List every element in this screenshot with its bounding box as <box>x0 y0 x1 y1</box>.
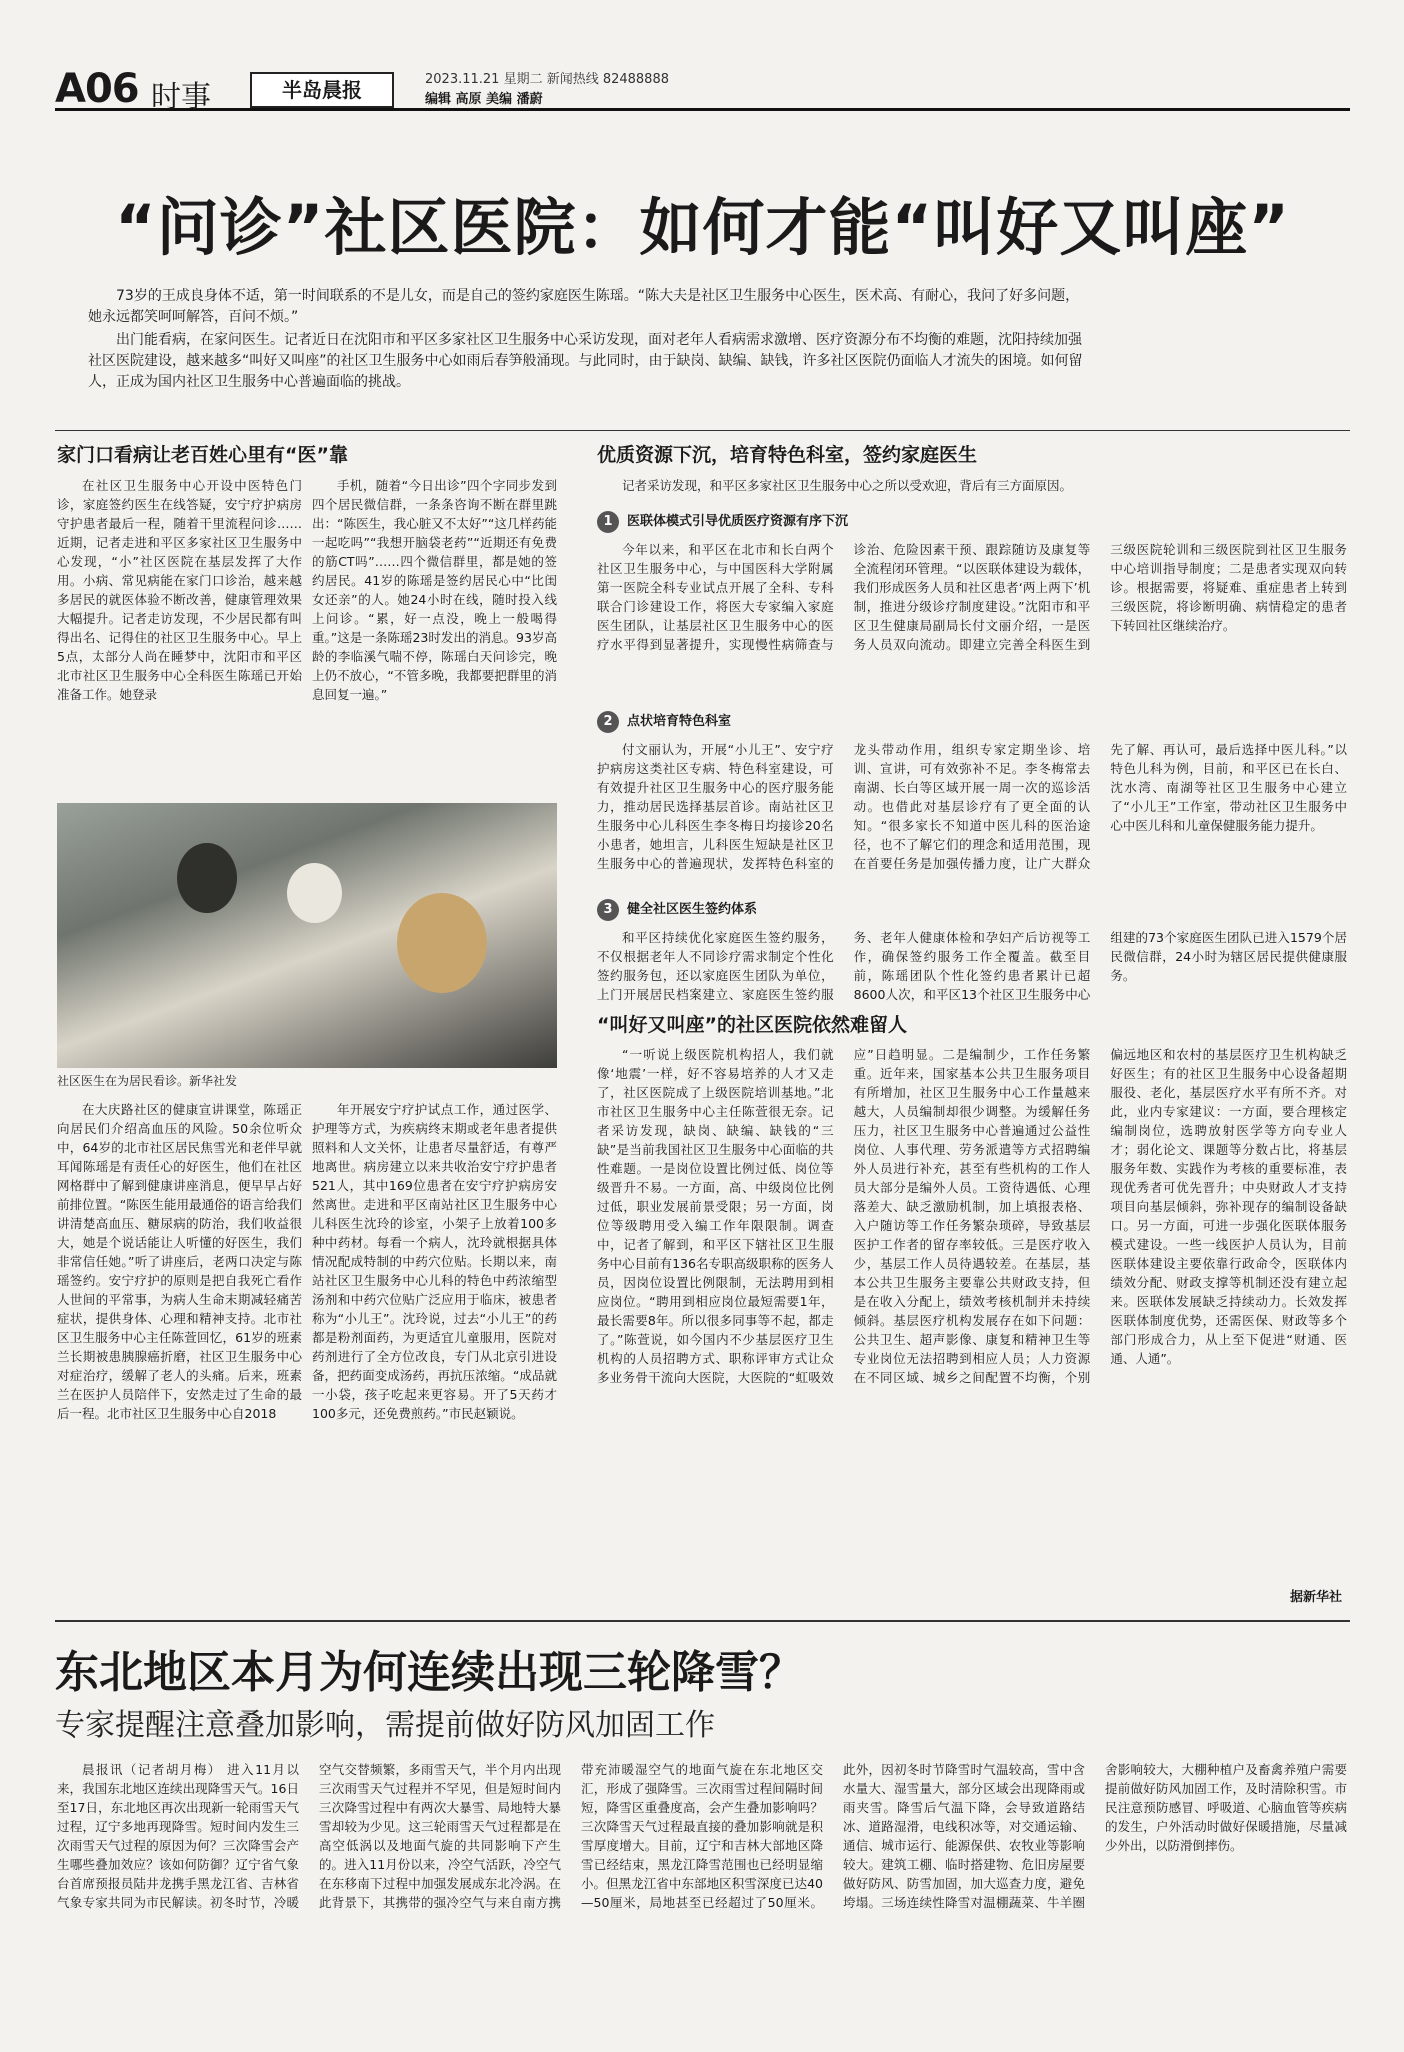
point-2-title: 点状培育特色科室 <box>627 714 732 729</box>
paragraph: 记者采访发现，和平区多家社区卫生服务中心之所以受欢迎，背后有三方面原因。 <box>622 478 1073 493</box>
source-byline: 据新华社 <box>1290 1590 1343 1605</box>
section-code: A06 <box>55 66 139 112</box>
paper-logo: 半岛晨报 <box>250 72 394 108</box>
photo-caption: 社区医生在为居民看诊。新华社发 <box>57 1074 238 1088</box>
date-line: 2023.11.21 星期二 新闻热线 82488888 <box>425 72 669 87</box>
point-2-text <box>597 740 1347 895</box>
photo-figure <box>287 863 342 923</box>
subhead-1: 家门口看病让老百姓心里有“医”靠 <box>57 444 348 466</box>
point-3-title: 健全社区医生签约体系 <box>627 902 758 917</box>
column-2b <box>312 1100 557 1600</box>
lead-paragraph-2: 出门能看病，在家问医生。记者近日在沈阳市和平区多家社区卫生服务中心采访发现，面对老年人看病需求激增、医疗资源分布不均衡的难题，沈阳持续加强社区医院建设，越来越多“叫好又叫座”的社区卫生服务中心如雨后春笋般涌现。与此同时，由于缺岗、缺编、缺钱，许多社区医院仍面临人才流失的困境。如何留人，正成为国内社区卫生服务中心普遍面临的挑战。 <box>88 332 1083 390</box>
paragraph: 付文丽认为，开展“小儿王”、安宁疗护病房这类社区专病、特色科室建设，可有效提升社区卫生服务中心的医疗服务能力，推动居民选择基层首诊。南站社区卫生服务中心儿科医生李冬梅日均接诊20名小患者，她坦言，儿科医生短缺是社区卫生服务中心的普遍现状，发挥特色科室的龙头带动作用，组织专家定期坐诊、培训、宣讲，可有效弥补不足。李冬梅常去南湖、长白等区域开展一周一次的巡诊活动。也借此对基层诊疗有了更全面的认知。“很多家长不知道中医儿科的医治途径，也不了解它们的理念和适用范围，现在首要任务是加强传播力度，让广大群众先了解、再认可，最后选择中医儿科。”以特色儿科为例，目前，和平区已在长白、沈水湾、南湖等社区卫生服务中心建立了“小儿王”工作室，带动社区卫生服务中心中医儿科和儿童保健服务能力提升。 <box>597 742 1347 871</box>
paragraph: 在社区卫生服务中心开设中医特色门诊，家庭签约医生在线答疑，安宁疗护病房守护患者最后一程，随着干里流程问诊……近期，记者走进和平区多家社区卫生服务中心发现，“小”社区医院在基层发挥了大作用。小病、常见病能在家门口诊治，越来越多居民的就医体验不断改善，健康管理效果大幅提升。记者走访发现，不少居民都有叫得出名、记得住的社区卫生服务中心。早上5点，太部分人尚在睡梦中，沈阳市和平区北市社区卫生服务中心全科医生陈瑶已开始准备工作。她登录 <box>57 478 302 702</box>
subheadline-2: 专家提醒注意叠加影响，需提前做好防风加固工作 <box>55 1708 715 1743</box>
paragraph: “一听说上级医院机构招人，我们就像‘地震’一样，好不容易培养的人才又走了，社区医院成了上级医院培训基地。”北市社区卫生服务中心主任陈萱很无奈。记者采访发现，缺岗、缺编、缺钱的“三缺”是当前我国社区卫生服务中心面临的共性难题。一是岗位设置比例过低、岗位等级晋升不易。一方面，高、中级岗位比例过低，职业发展前景受限；另一方面，岗位等级聘用受入编工作年限限制。调查中，记者了解到，和平区下辖社区卫生服务中心目前有136名专职高级职称的医务人员，因岗位设置比例限制，无法聘用到相应岗位。“聘用到相应岗位最短需要1年，最长需要8年。所以很多同事等不起，都走了。”陈萱说，如今国内不少基层医疗卫生机构的人员招聘方式、职称评审方式让众多业务骨干流向大医院，大医院的“虹吸效应”日趋明显。二是编制少，工作任务繁重。近年来，国家基本公共卫生服务项目有所增加，社区卫生服务中心工作量越来越大，人员编制却很少调整。为缓解任务压力，社区卫生服务中心普遍通过公益性岗位、人事代理、劳务派遣等方式招聘编外人员进行补充，甚至有些机构的工作人员大部分是编外人员。工资待遇低、心理落差大、缺乏激励机制，加上填报表格、入户随访等工作任务繁杂琐碎，导致基层医护工作者的留存率较低。三是医疗收入少，基层工作人员待遇较差。在基层，基本公共卫生服务主要靠公共财政支持，但是在收入分配上，绩效考核机制并未持续倾斜。基层医疗机构发展存在如下问题：公共卫生、超声影像、康复和精神卫生等专业岗位无法招聘到相应人员；人力资源在不同区域、城乡之间配置不均衡，个别偏远地区和农村的基层医疗卫生机构缺乏好医生；有的社区卫生服务中心设备超期服役、老化，基层医疗水平有所不齐。对此，业内专家建议：一方面，要合理核定编制岗位，选聘放射医学等方向专业人才；弱化论文、课题等分数占比，将基层服务年数、实践作为考核的重要标准，表现优秀者可优先晋升；中央财政人才支持项目向基层倾斜，弥补现存的编制设备缺口。另一方面，可进一步强化医联体服务模式建设。一些一线医护人员认为，目前医联体建设主要依靠行政命令，医联体内绩效分配、财政支撑等机制还没有建立起来。医联体发展缺乏持续动力。长效发挥医联体制度优势，还需医保、财政等多个部门形成合力，从上至下促进“财通、医通、人通”。 <box>597 1047 1347 1385</box>
headline-2: 东北地区本月为何连续出现三轮降雪？ <box>55 1647 803 1698</box>
column-2a <box>57 1100 302 1600</box>
headline: “问诊”社区医院：如何才能“叫好又叫座” <box>115 191 1290 264</box>
paragraph: 今年以来，和平区在北市和长白两个社区卫生服务中心，与中国医科大学附属第一医院全科专业试点开展了全科、专科联合门诊建设工作，将医大专家编入家庭医生团队，让基层社区卫生服务中心的医疗水平得到显著提升，实现慢性病筛查与诊治、危险因素干预、跟踪随访及康复等全流程闭环管理。“以医联体建设为载体，我们形成医务人员和社区患者‘两上两下’机制，推进分级诊疗制度建设。”沈阳市和平区卫生健康局副局长付文丽介绍，一是医务人员双向流动。即建立完善全科医生到三级医院轮训和三级医院到社区卫生服务中心培训指导制度；二是患者实现双向转诊。根据需要，将疑难、重症患者上转到三级医院，将诊断明确、病情稳定的患者下转回社区继续治疗。 <box>597 542 1347 652</box>
paragraph: 手机，随着“今日出诊”四个字同步发到四个居民微信群，一条条咨询不断在群里跳出：“陈医生，我心脏又不太好”“这几样药能一起吃吗”“我想开脑袋老药”“近期还有免费的筋CT吗”……四个微信群里，都是她的签约居民。41岁的陈瑶是签约居民心中“比闺女还亲”的人。她24小时在线，随时投入线上问诊。“累，好一点没，晚上一般喝得重。”这是一条陈瑶23时发出的消息。93岁高龄的李临溪气喘不停，陈瑶白天问诊完，晚上仍不放心，“不管多晚，我都要把群里的消息回复一遍。” <box>312 478 557 702</box>
point-3-text <box>597 928 1347 1008</box>
lead-paragraph-1: 73岁的王成良身体不适，第一时间联系的不是儿女，而是自己的签约家庭医生陈瑶。“陈大夫是社区卫生服务中心医生，医术高、有耐心，我问了好多问题，她永远都笑呵呵解答，百问不烦。” <box>88 288 1080 325</box>
divider <box>55 430 1350 431</box>
point-1-title: 医联体模式引导优质医疗资源有序下沉 <box>627 514 849 529</box>
section-name: 时事 <box>151 80 211 115</box>
article-2-text <box>57 1760 1347 2030</box>
paragraph: 晨报讯（记者胡月梅） 进入11月以来，我国东北地区连续出现降雪天气。16日至17日，东北地区再次出现新一轮雨雪天气过程，辽宁多地再现降雪。短时间内发生三次雨雪天气过程的原因为何？三次降雪会产生哪些叠加效应？该如何防御？辽宁省气象台首席预报员陆井龙携手黑龙江省、吉林省气象专家共同为市民解读。初冬时节，冷暖空气交替频繁，多雨雪天气，半个月内出现三次雨雪天气过程并不罕见，但是短时间内三次降雪过程中有两次大暴雪、局地特大暴雪却较为少见。这三轮雨雪天气过程都是在高空低涡以及地面气旋的共同影响下产生的。进入11月份以来，冷空气活跃，冷空气在东移南下过程中加强发展成东北冷涡。在此背景下，其携带的强冷空气与来自南方携带充沛暖湿空气的地面气旋在东北地区交汇，形成了强降雪。三次雨雪过程间隔时间短，降雪区重叠度高，会产生叠加影响吗？三次降雪天气过程最直接的叠加影响就是积雪厚度增大。目前，辽宁和吉林大部地区降雪已经结束，黑龙江降雪范围也已经明显缩小。但黑龙江省中东部地区积雪深度已达40—50厘米，局地甚至已经超过了50厘米。此外，因初冬时节降雪时气温较高，雪中含水量大、湿雪量大，部分区域会出现降雨或雨夹雪。降雪后气温下降，会导致道路结冰、道路湿滑，电线积冰等，对交通运输、通信、城市运行、能源保供、农牧业等影响较大。建筑工棚、临时搭建物、危旧房屋要做好防风、防雪加固，加大巡查力度，避免垮塌。三场连续性降雪对温棚蔬菜、牛羊圈舍影响较大，大棚种植户及畜禽养殖户需要提前做好防风加固工作，及时清除积雪。市民注意预防感冒、呼吸道、心脑血管等疾病的发生，户外活动时做好保暖措施，尽量减少外出，以防滑倒摔伤。 <box>57 1762 1347 1910</box>
point-1-heading <box>597 510 848 533</box>
point-3-heading <box>597 898 757 921</box>
number-badge: 1 <box>597 511 619 533</box>
subhead-2-intro <box>597 476 1347 496</box>
section-3-text <box>597 1045 1347 1580</box>
masthead <box>55 62 1350 115</box>
photo-figure <box>397 893 487 993</box>
paragraph: 在大庆路社区的健康宣讲课堂，陈瑶正向居民们介绍高血压的风险。50余位听众中，64岁的北市社区居民焦雪光和老伴早就耳闻陈瑶是有责任心的好医生，他们在社区网格群中了解到健康讲座消息，便早早占好前排位置。“陈医生能用最通俗的语言给我们讲清楚高血压、糖尿病的防治，我们收益很大，她是个说话能让人听懂的好医生，我们非常信任她。”听了讲座后，老两口决定与陈瑶签约。安宁疗护的原则是把自我死亡看作人世间的平常事，为病人生命末期减轻痛苦症状，提供身体、心理和精神支持。北市社区卫生服务中心主任陈萱回忆，61岁的班素兰长期被患胰腺癌折磨，社区卫生服务中心对症治疗，缓解了老人的头痛。后来，班素兰在医护人员陪伴下，安然走过了生命的最后一程。北市社区卫生服务中心自2018 <box>57 1102 302 1421</box>
subhead-3: “叫好又叫座”的社区医院依然难留人 <box>597 1014 907 1036</box>
editor-line: 编辑 高原 美编 潘蔚 <box>425 92 543 107</box>
column-1b <box>312 476 557 796</box>
point-2-heading <box>597 710 731 733</box>
photo-figure <box>177 843 237 913</box>
point-1-text <box>597 540 1347 705</box>
paragraph: 和平区持续优化家庭医生签约服务，不仅根据老年人不同诊疗需求制定个性化签约服务包，还以家庭医生团队为单位，上门开展居民档案建立、家庭医生签约服务、老年人健康体检和孕妇产后访视等工作，确保签约服务工作全覆盖。截至目前，陈瑶团队个性化签约患者累计已超8600人次，和平区13个社区卫生服务中心组建的73个家庭医生团队已进入1579个居民微信群，24小时为辖区居民提供健康服务。 <box>597 930 1347 1002</box>
divider <box>55 1620 1350 1622</box>
news-photo <box>57 803 557 1068</box>
number-badge: 3 <box>597 899 619 921</box>
lead-paragraphs <box>88 286 1088 395</box>
subhead-2: 优质资源下沉，培育特色科室，签约家庭医生 <box>597 444 978 466</box>
column-1a <box>57 476 302 796</box>
paragraph: 年开展安宁疗护试点工作，通过医学、护理等方式，为疾病终末期或老年患者提供照料和人文关怀，让患者尽量舒适，有尊严地离世。病房建立以来共收治安宁疗护患者521人，其中169位患者在安宁疗护病房安然离世。走进和平区南站社区卫生服务中心儿科医生沈玲的诊室，小架子上放着100多种中药材。每看一个病人，沈玲就根据具体情况配成特制的中药穴位贴。长期以来，南站社区卫生服务中心儿科的特色中药浓缩型汤剂和中药穴位贴广泛应用于临床，被患者称为“小儿王”。沈玲说，过去“小儿王”的药都是粉剂面药，为更适宜儿童服用，医院对药剂进行了全方位改良，专门从北京引进设备，把药面变成汤药，再抗压浓缩。“成品就一小袋，孩子吃起来更容易。开了5天药才100多元，还免费煎药。”市民赵颖说。 <box>312 1102 557 1421</box>
number-badge: 2 <box>597 711 619 733</box>
